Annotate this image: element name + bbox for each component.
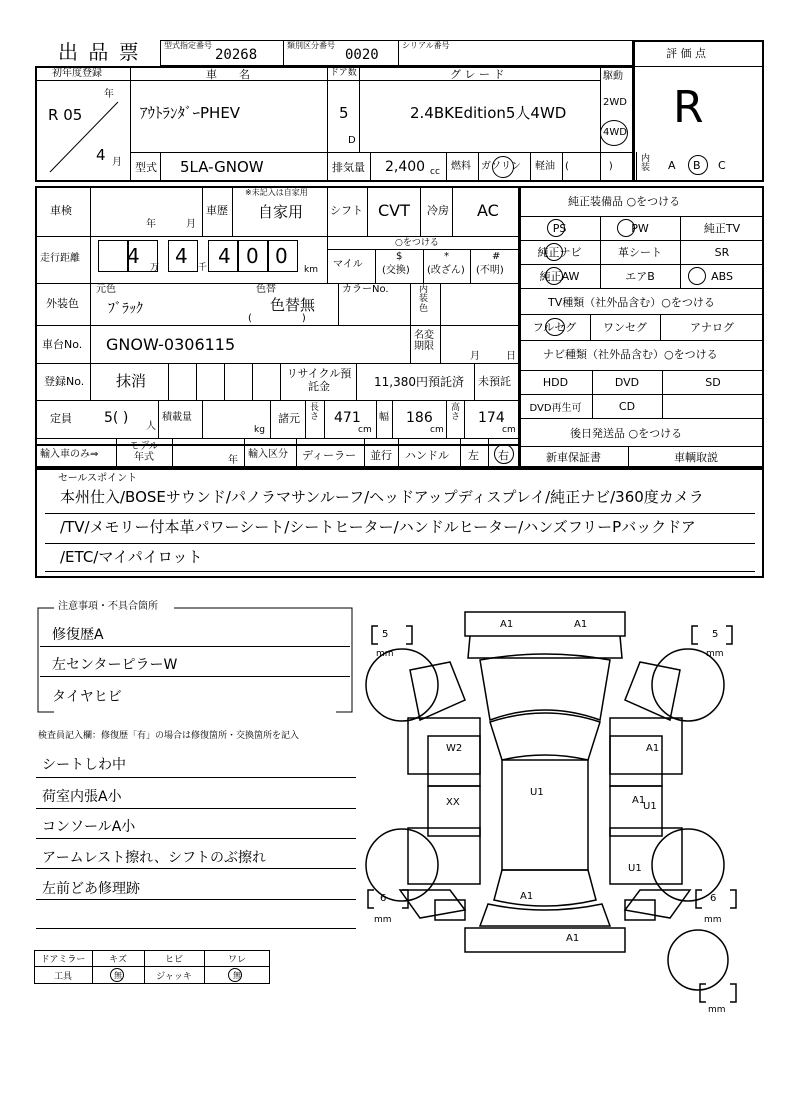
length-unit: cm: [358, 425, 372, 435]
sales-line: 本州仕入/BOSEサウンド/パノラマサンルーフ/ヘッドアップディスプレイ/純正ナビ/360度カメラ: [60, 488, 704, 506]
doors-label: ドア数: [330, 68, 357, 78]
tv-fullseg: フルセグ: [532, 321, 577, 334]
unknown-label: (不明): [476, 265, 504, 276]
class-no-label: 類別区分番号: [287, 41, 335, 50]
chassis-label: 車台No.: [42, 338, 83, 351]
tread-fl: 5: [382, 629, 389, 640]
height-label: 高さ: [451, 403, 461, 423]
mileage-digit: 4: [175, 244, 188, 268]
right-rear-fender: [625, 890, 690, 918]
equipment-title: 純正装備品 ○をつける: [568, 195, 681, 208]
notes-label: 注意事項・不具合箇所: [58, 601, 158, 612]
dims-label: 諸元: [278, 412, 300, 425]
load-unit: kg: [254, 425, 265, 435]
later-manual: 車輌取説: [674, 451, 718, 464]
class-no: 0020: [345, 47, 379, 63]
fuel-light-oil: 軽油: [535, 161, 555, 172]
sales-line: /ETC/マイパイロット: [60, 548, 203, 566]
equip-airbag: エアB: [625, 270, 655, 283]
tread-unit: mm: [708, 1005, 726, 1015]
displacement-unit: cc: [430, 167, 440, 177]
history-label: 車歴: [206, 204, 228, 217]
tread-unit: mm: [706, 649, 724, 659]
navi-hdd: HDD: [542, 375, 569, 389]
roof: [502, 760, 588, 870]
tv-fullseg-circle: [545, 318, 565, 336]
first-reg-year: R 05: [48, 106, 83, 124]
history: 自家用: [258, 203, 304, 221]
mileage-sen: 千: [198, 263, 208, 273]
equip-navi: 純正ナビ: [537, 246, 582, 259]
mileage-km: km: [304, 265, 318, 275]
color-no-label: カラーNo.: [342, 284, 389, 295]
exchange-symbol: $: [396, 251, 403, 262]
note-line: 修復歴A: [52, 627, 104, 643]
car-name-label: 車 名: [206, 68, 250, 81]
tread-bracket-fl-l: [372, 626, 378, 644]
inspector-label: 検査員記入欄：修復歴「有」の場合は修復箇所・交換箇所を記入: [38, 731, 300, 741]
front-bumper: [465, 612, 625, 636]
orig-color-label: 元色: [96, 284, 116, 295]
left-front-door-top: [408, 718, 480, 774]
interior-b: B: [693, 159, 701, 172]
tire-front-right: [652, 649, 724, 721]
first-reg-month: 4: [96, 146, 106, 164]
inspector-line: シートしわ中: [42, 757, 126, 773]
page-title: 出 品 票: [58, 40, 141, 64]
diag-mark: A1: [566, 933, 580, 944]
capacity-label: 定員: [50, 412, 72, 425]
legend-mirror: ドアミラー: [40, 954, 86, 965]
inspector-line: 左前どあ修理跡: [42, 881, 140, 897]
diag-mark: U1: [628, 863, 642, 874]
mileage-mile: マイル: [333, 259, 363, 270]
tamper-label: (改ざん): [427, 265, 465, 276]
capacity-unit: 人: [146, 421, 156, 432]
legend-jack-none: 無: [233, 970, 241, 980]
diag-mark: A1: [646, 743, 660, 754]
tread-unit: mm: [704, 915, 722, 925]
tread-fr: 5: [712, 629, 719, 640]
fuel-label: 燃料: [451, 161, 471, 172]
height-unit: cm: [502, 425, 516, 435]
sales-label: セールスポイント: [58, 473, 138, 484]
tv-oneseg: ワンセグ: [603, 321, 647, 334]
hood: [480, 654, 610, 720]
rear-bumper: [465, 928, 625, 952]
note-line: タイヤヒビ: [52, 689, 122, 705]
shift-label: シフト: [330, 204, 363, 217]
equip-ps-circle: [547, 219, 565, 237]
legend-jack-circle: [228, 968, 242, 982]
capacity: 5( ): [104, 410, 129, 426]
diag-mark: XX: [446, 797, 460, 808]
rear-window: [494, 870, 596, 906]
sales-line: /TV/メモリー付本革パワーシート/シートヒーター/ハンドルヒーター/ハンズフリーPバックドア: [60, 518, 696, 536]
repaint-label: 色替: [256, 284, 276, 295]
legend-crack: ヒビ: [164, 954, 183, 965]
grade: 2.4BKEdition5人4WD: [410, 104, 567, 122]
width-label: 幅: [379, 412, 389, 423]
recycle-amount: 11,380円預託済: [374, 375, 464, 389]
inspector-line: 荷室内張A小: [42, 789, 122, 805]
tamper-symbol: *: [444, 251, 449, 262]
name-change-day: 日: [506, 351, 516, 362]
shift: CVT: [378, 201, 410, 220]
import-label: 輸入車のみ⇒: [40, 449, 99, 460]
length: 471: [334, 410, 361, 426]
tire-front-left: [366, 649, 438, 721]
model: 5LA-GNOW: [180, 158, 264, 176]
shaken-label: 車検: [50, 204, 72, 217]
month-unit: 月: [112, 157, 122, 168]
grade-label: グ レ ー ド: [450, 68, 505, 81]
legend-tools-circle: [110, 968, 124, 982]
ac: AC: [477, 201, 499, 220]
repaint-paren: ( ): [248, 313, 306, 324]
tread-unit: mm: [374, 915, 392, 925]
mileage-mark-label: ○をつける: [395, 238, 439, 248]
inspector-line: コンソールA小: [42, 819, 136, 835]
repaint: 色替無: [270, 296, 316, 314]
tread-rl: 6: [380, 893, 387, 904]
unknown-symbol: #: [492, 251, 501, 262]
legend-break: ワレ: [227, 954, 246, 965]
doors-suffix: D: [348, 135, 356, 146]
load-label: 積載量: [162, 412, 192, 423]
length-label: 長さ: [310, 403, 320, 423]
trunk: [480, 904, 610, 926]
navi-sd: SD: [705, 375, 721, 389]
legend-tools-none: 無: [114, 970, 122, 980]
tread-bracket-fr-l: [692, 626, 698, 644]
recycle-status: 未預託: [478, 375, 511, 388]
equip-pw-circle: [617, 219, 635, 237]
height: 174: [478, 410, 505, 426]
displacement-label: 排気量: [332, 161, 365, 174]
serial-label: シリアル番号: [402, 41, 450, 50]
orig-color: ﾌﾞﾗｯｸ: [108, 301, 143, 317]
diag-mark: U1: [530, 787, 544, 798]
handle-label: ハンドル: [405, 449, 449, 462]
tread-bracket-fr-r: [726, 626, 732, 644]
legend-tools: 工具: [53, 971, 72, 982]
fuel-circle: [492, 156, 514, 178]
spare-tire: [668, 930, 728, 990]
shaken-month: 月: [186, 219, 196, 230]
navi-title: ナビ種類（社外品含む）○をつける: [543, 348, 718, 361]
diag-mark: A1: [500, 619, 514, 630]
displacement: 2,400: [385, 159, 426, 175]
handle-right: 右: [498, 449, 509, 462]
diag-mark: A1: [632, 795, 646, 806]
left-rear-fender: [400, 890, 465, 918]
equip-navi-circle: [545, 243, 563, 261]
rating-score: R: [673, 82, 704, 133]
import-class-label: 輸入区分: [248, 449, 288, 460]
handle-left: 左: [468, 449, 479, 462]
import-parallel: 並行: [370, 449, 392, 462]
equip-aw-circle: [545, 267, 563, 285]
windshield: [490, 713, 600, 760]
diag-mark: W2: [446, 743, 463, 754]
equip-leather: 革シート: [618, 246, 662, 259]
model-label: 型式: [135, 161, 157, 174]
handle-right-circle: [494, 444, 514, 464]
diag-mark: U1: [643, 801, 657, 812]
drive-4wd-circle: [600, 120, 628, 146]
interior-circle: [688, 155, 708, 175]
rating-label: 評 価 点: [666, 47, 706, 60]
ac-label: 冷房: [427, 204, 449, 217]
interior-color-label: 内装色: [419, 285, 429, 314]
later-title: 後日発送品 ○をつける: [570, 427, 683, 440]
name-change-label: 名変期限: [414, 330, 434, 352]
reg-no-label: 登録No.: [44, 375, 85, 388]
equip-aw: 純正AW: [539, 270, 580, 283]
color-label: 外装色: [46, 297, 79, 310]
tread-bracket-spare-r: [730, 984, 736, 1002]
legend-jack: ジャッキ: [156, 971, 192, 982]
equip-sr: SR: [714, 245, 730, 259]
mileage-digit: 0: [275, 244, 288, 268]
tread-bracket-fl-r: [406, 626, 412, 644]
history-note: ※未記入は自家用: [245, 188, 308, 197]
exchange-label: (交換): [382, 265, 410, 276]
width: 186: [406, 410, 433, 426]
car-diagram: [360, 600, 770, 1060]
first-reg-label: 初年度登録: [52, 68, 102, 79]
recycle-label: リサイクル預託金: [286, 367, 352, 393]
equip-abs-circle: [688, 267, 706, 285]
width-unit: cm: [430, 425, 444, 435]
tread-rr: 6: [710, 893, 717, 904]
drive-2wd: 2WD: [603, 97, 627, 108]
model-year-unit: 年: [228, 455, 238, 466]
interior-a: A: [668, 159, 676, 172]
tv-analog: アナログ: [690, 321, 734, 334]
year-unit: 年: [104, 89, 114, 100]
equip-abs: ABS: [711, 269, 733, 283]
diag-mark: A1: [520, 891, 534, 902]
tread-bracket-rl-l: [368, 890, 374, 908]
navi-dvd: DVD: [614, 375, 640, 389]
shaken-year: 年: [146, 219, 156, 230]
tread-bracket-rr-r: [730, 890, 736, 908]
fuel-paren: ( ): [565, 161, 613, 172]
interior-c: C: [718, 159, 726, 172]
legend-scratch: キズ: [109, 954, 127, 965]
name-change-month: 月: [470, 351, 480, 362]
drive-4wd: 4WD: [603, 127, 627, 138]
type-no-label: 型式指定番号: [164, 41, 212, 50]
mileage-digit: 4: [218, 244, 231, 268]
mileage-label: 走行距離: [40, 253, 80, 264]
type-no: 20268: [215, 47, 258, 63]
doors: 5: [339, 104, 349, 122]
reg-no: 抹消: [116, 372, 147, 390]
import-dealer: ディーラー: [302, 449, 357, 462]
chassis-no: GNOW-0306115: [106, 335, 236, 354]
navi-dvd-play: DVD再生可: [529, 402, 582, 414]
equip-ps: PS: [552, 221, 567, 235]
mileage-man: 万: [150, 263, 160, 273]
fuel-gasoline: ガソリン: [481, 161, 521, 172]
diag-mark: A1: [574, 619, 588, 630]
interior-label: 内装: [641, 154, 651, 173]
note-line: 左センターピラーW: [52, 657, 178, 673]
later-warranty: 新車保証書: [546, 451, 601, 464]
navi-cd: CD: [618, 399, 636, 413]
car-name: ｱｳﾄﾗﾝﾀﾞｰPHEV: [140, 104, 241, 122]
mileage-digit: 4: [127, 244, 140, 268]
mileage-digit: 0: [246, 244, 259, 268]
inspector-line: アームレスト擦れ、シフトのぶ擦れ: [42, 850, 266, 866]
model-year-label: モデル年式: [129, 441, 159, 463]
equip-pw: PW: [631, 221, 649, 235]
tread-bracket-spare-l: [700, 984, 706, 1002]
tv-title: TV種類（社外品含む）○をつける: [548, 296, 715, 309]
tread-unit: mm: [376, 649, 394, 659]
equip-tv: 純正TV: [703, 222, 741, 235]
drive-label: 駆動: [603, 71, 623, 82]
